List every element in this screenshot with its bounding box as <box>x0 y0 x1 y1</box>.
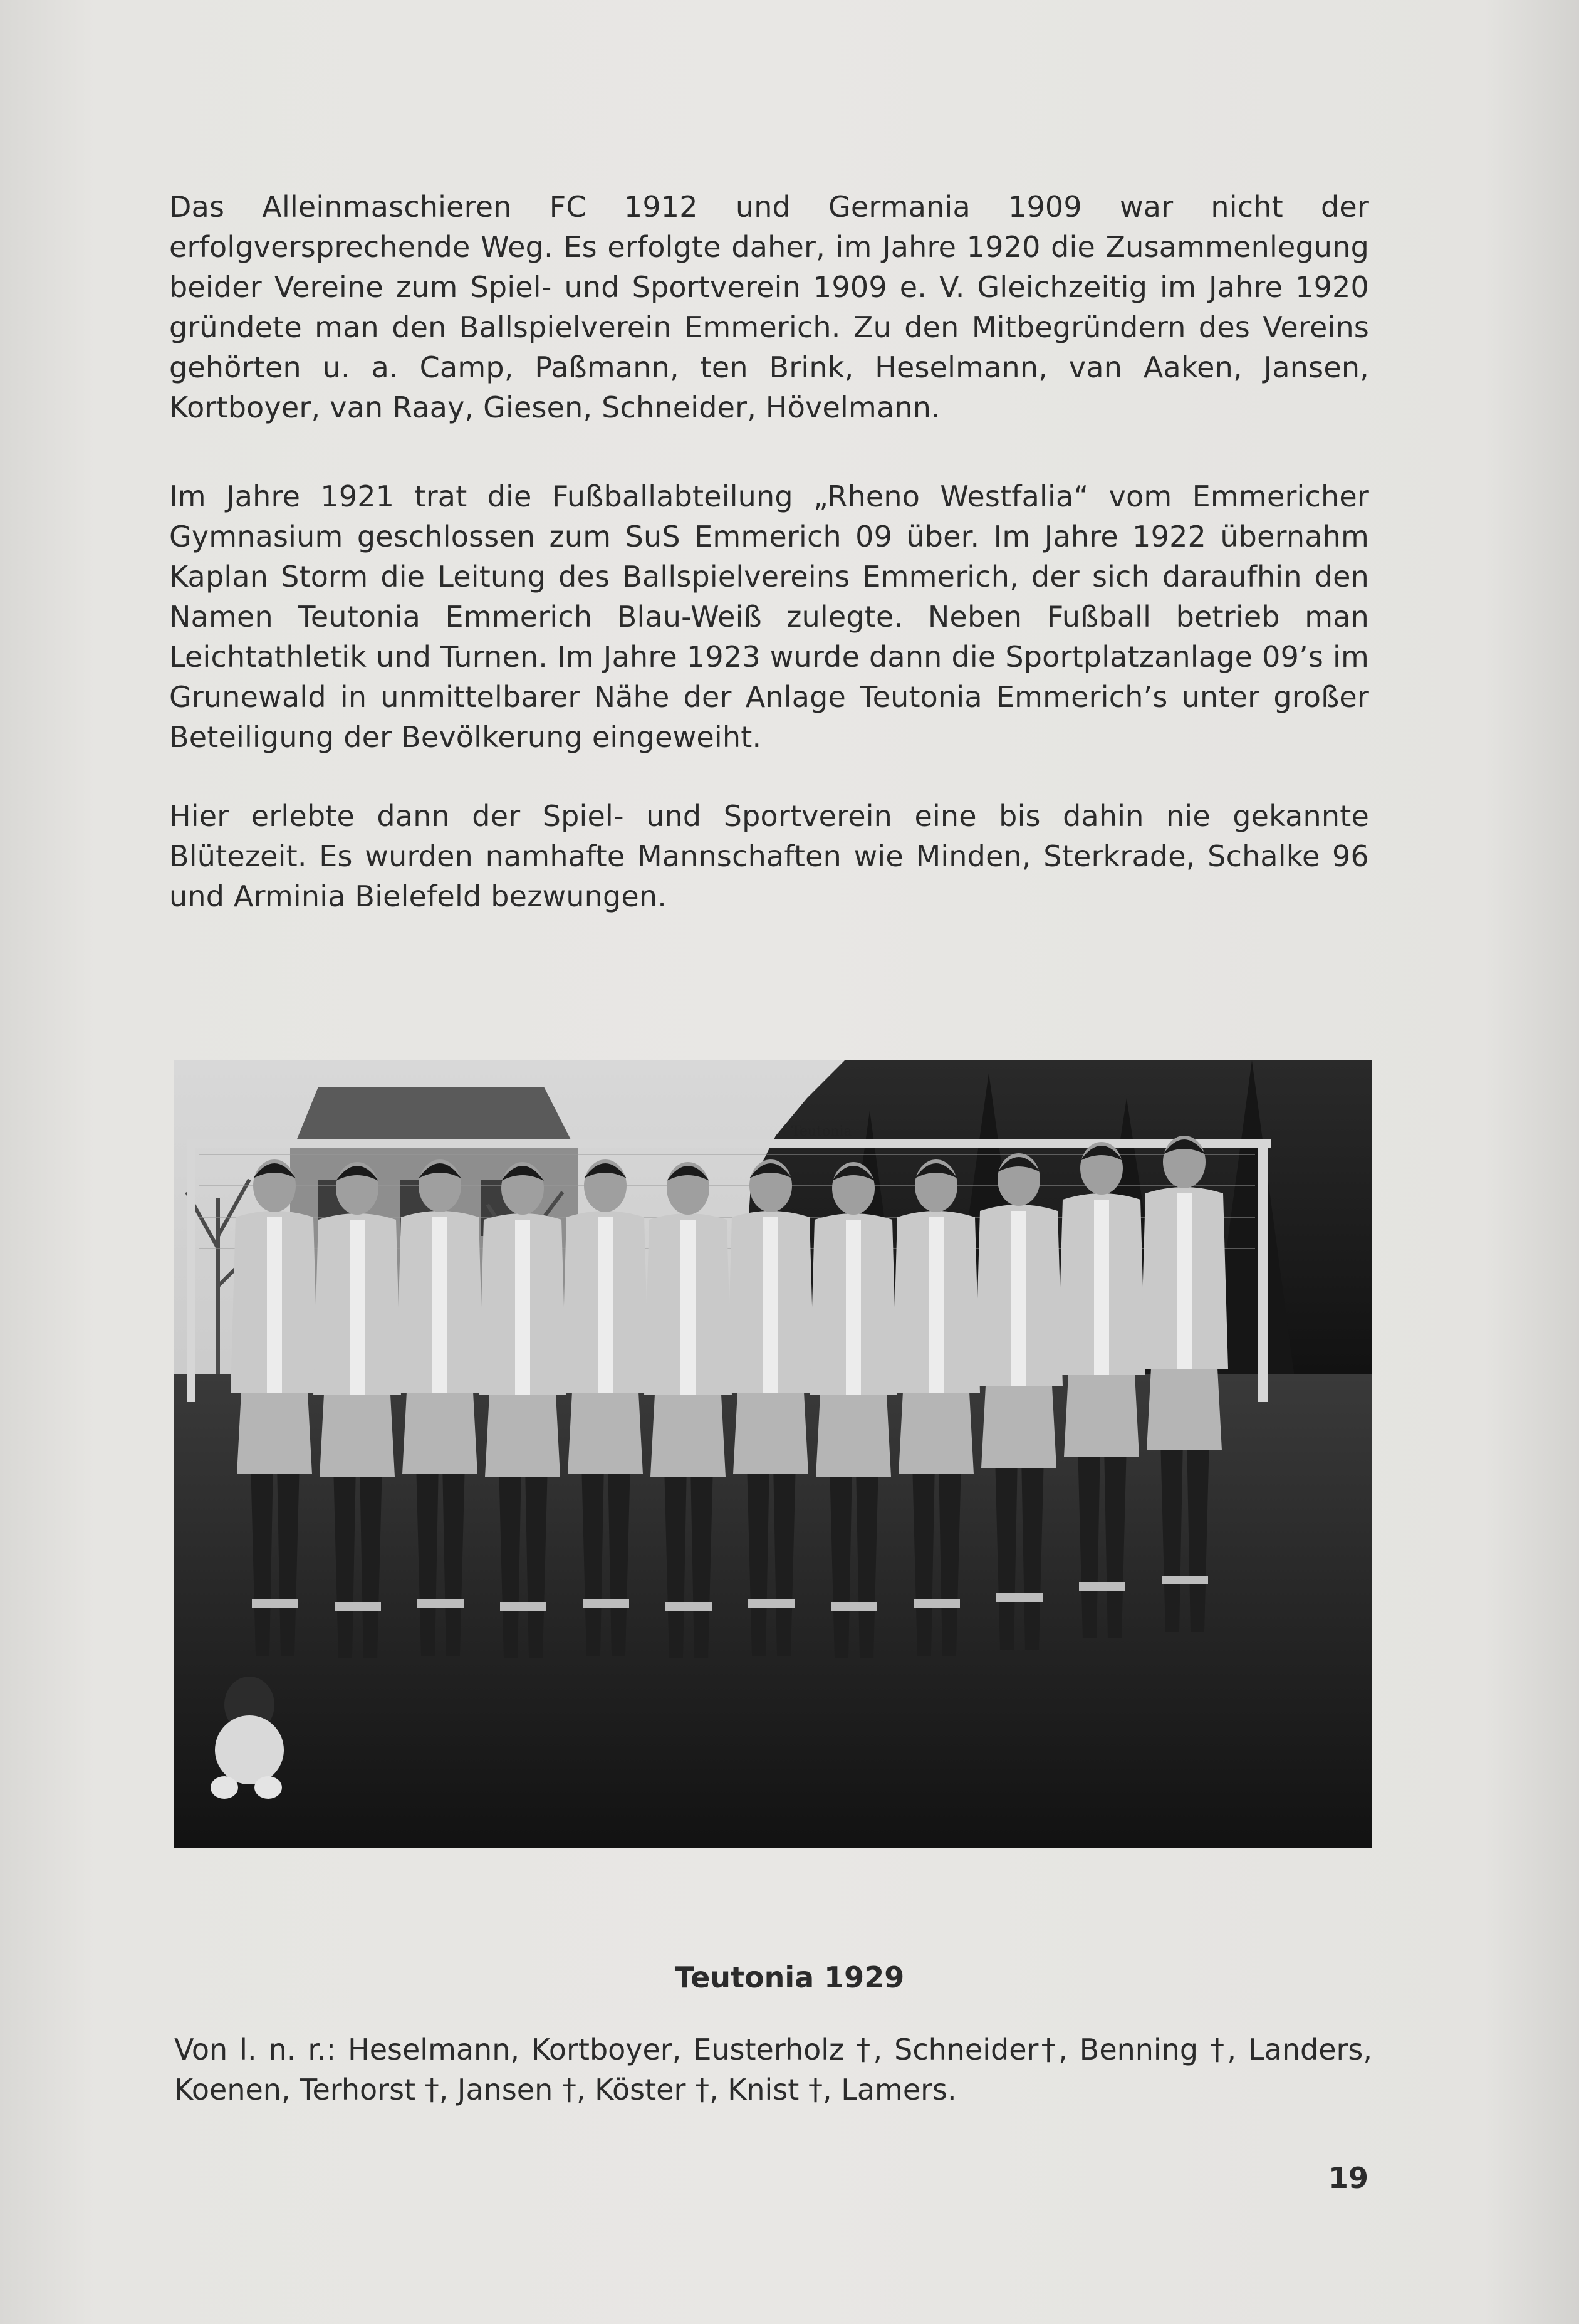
team-photo <box>174 1060 1372 1848</box>
paragraph-2: Im Jahre 1921 trat die Fußballabteilung „Rheno Westfalia“ vom Emmericher Gymnasium geschlossen zum SuS Emmerich 09 über. Im Jahre 1922 übernahm Kaplan Storm die Leitung des Ballspielvereins Emmerich, der sich daraufhin den Namen Teutonia Emmerich Blau-Weiß zulegte. Neben Fußball betrieb man Leichtathletik und Turnen. Im Jahre 1923 wurde dann die Sportplatzanlage 09’s im Grunewald in unmittelbarer Nähe der Anlage Teutonia Emmerich’s unter großer Beteiligung der Bevölkerung eingeweiht. <box>169 479 1369 754</box>
paragraph-1: Das Alleinmaschieren FC 1912 und Germania 1909 war nicht der erfolgversprechende Weg. Es erfolgte daher, im Jahre 1920 die Zusammenlegung beider Vereine zum Spiel- und Sportverein 1909 e. V. Gleichzeitig im Jahre 1920 gründete man den Ballspielverein Emmerich. Zu den Mitbegründern des Vereins gehörten u. a. Camp, Paßmann, ten Brink, Heselmann, van Aaken, Jansen, Kortboyer, van Raay, Giesen, Schneider, Hövelmann. <box>169 190 1369 424</box>
page-number: 19 <box>1328 2161 1368 2195</box>
team-photo-illustration <box>174 1060 1372 1848</box>
photo-caption-title: Teutonia 1929 <box>674 1960 905 1994</box>
paragraph-3: Hier erlebte dann der Spiel- und Sportverein eine bis dahin nie gekannte Blütezeit. Es wurden namhafte Mannschaften wie Minden, Sterkrade, Schalke 96 und Arminia Bielefeld bezwungen. <box>169 799 1369 913</box>
goal-sign: Teutonia <box>791 1124 852 1139</box>
photo-caption-names: Von l. n. r.: Heselmann, Kortboyer, Eusterholz †, Schneider†, Benning †, Landers, Koenen, Terhorst †, Jansen †, Köster †, Knist †, Lamers. <box>174 2033 1372 2107</box>
